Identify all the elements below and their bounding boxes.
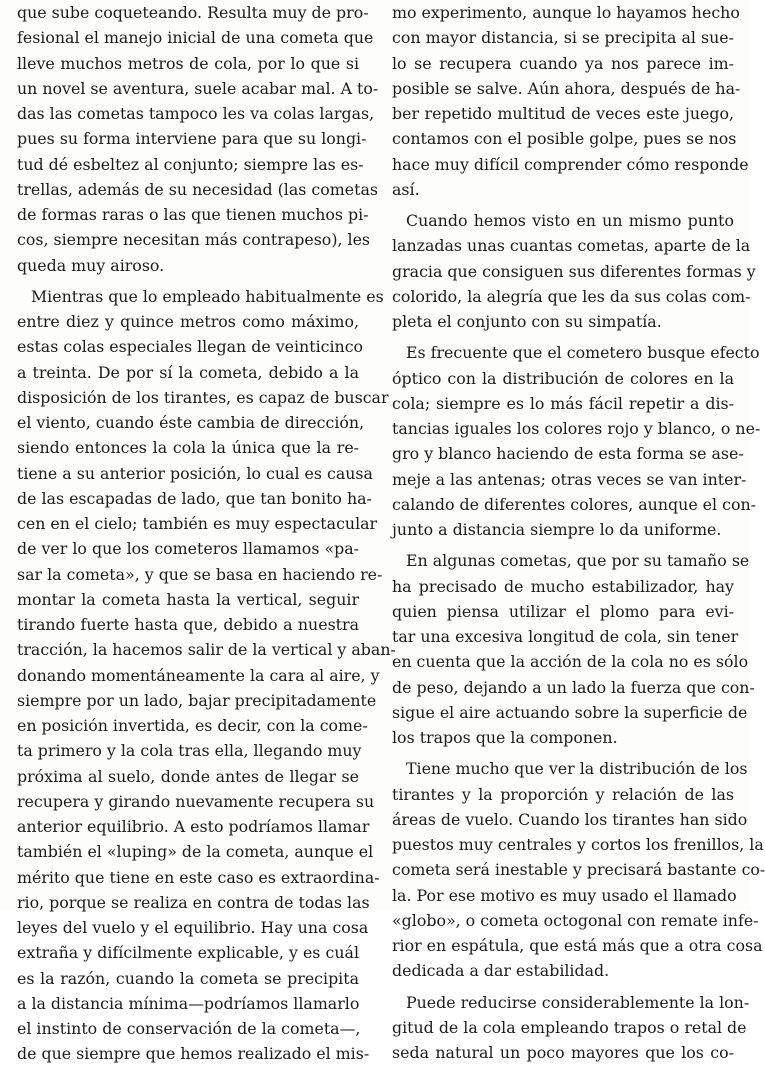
text-line: lanzadas unas cuantas cometas, aparte de la xyxy=(392,236,751,256)
text-line: Puede reducirse considerablemente la lon- xyxy=(406,992,750,1012)
text-line: posible se salve. Aún ahora, después de ha- xyxy=(392,78,741,98)
text-line: próxima al suelo, donde antes de llegar se xyxy=(17,766,359,786)
text-line: ber repetido multitud de veces este juego, xyxy=(392,104,734,123)
text-line: cometa será inestable y precisará bastante co- xyxy=(392,860,765,880)
text-line: meje a las antenas; otras veces se van inter- xyxy=(392,469,747,489)
text-line: estas colas especiales llegan de veinticinco xyxy=(17,337,364,357)
text-line: ta primero y la cola tras ella, llegando muy xyxy=(17,741,362,761)
text-line: de las escapadas de lado, que tan bonito ha- xyxy=(17,488,372,508)
text-line: de ver lo que los cometeros llamamos «pa- xyxy=(17,539,359,559)
text-line: mo experimento, aunque lo hayamos hecho xyxy=(392,3,740,22)
text-line: Es frecuente que el cometero busque efecto xyxy=(406,343,760,363)
left-column xyxy=(17,0,396,1067)
text-line: de que siempre que hemos realizado el mis- xyxy=(17,1044,370,1064)
text-line: fesional el manejo inicial de una cometa que xyxy=(17,28,374,48)
text-line: colorido, la alegría que les da sus colas com- xyxy=(392,286,751,306)
text-line: en posición invertida, es decir, con la come- xyxy=(17,716,368,735)
text-line: Cuando hemos visto en un mismo punto xyxy=(406,211,734,230)
text-line: cola; siempre es lo más fácil repetir a dis- xyxy=(392,393,734,413)
text-line: cen en el cielo; también es muy espectacular xyxy=(17,514,378,533)
text-line: a la distancia mínima—podríamos llamarlo xyxy=(17,993,360,1013)
text-line: así. xyxy=(392,179,420,199)
text-line: mérito que tiene en este caso es extraordina- xyxy=(17,867,380,887)
text-line: «globo», o cometa octogonal con remate infe- xyxy=(392,910,759,930)
text-line: de peso, dejando a un lado la fuerza que con- xyxy=(392,677,755,697)
text-line: también el «luping» de la cometa, aunque el xyxy=(17,842,374,862)
text-line: en cuenta que la acción de la cola no es sólo xyxy=(392,652,749,672)
text-line: anterior equilibrio. A esto podríamos llamar xyxy=(17,817,370,836)
text-line: tirantes y la proporción y relación de las xyxy=(392,784,734,804)
text-line: de formas raras o las que tienen muchos pi- xyxy=(17,205,369,224)
text-line: gro y blanco haciendo de esta forma se ase- xyxy=(392,444,744,464)
text-line: los trapos que la componen. xyxy=(392,728,618,747)
text-line: extraña y difícilmente explicable, y es cuál xyxy=(17,943,359,963)
text-line: siempre por un lado, bajar precipitadamente xyxy=(17,690,377,710)
text-line: sar la cometa», y que se basa en haciendo re- xyxy=(17,564,383,584)
text-line: puestos muy centrales y cortos los frenillos, la xyxy=(392,835,764,854)
text-line: lo se recupera cuando ya nos parece im- xyxy=(392,53,734,73)
text-line: la. Por ese motivo es muy usado el llamado xyxy=(392,885,737,905)
text-line: En algunas cometas, que por su tamaño se xyxy=(406,551,750,571)
text-line: montar la cometa hasta la vertical, seguir xyxy=(17,589,359,609)
text-line: tancias iguales los colores rojo y blanco, o ne- xyxy=(392,419,761,438)
text-line: sigue el aire actuando sobre la superficie de xyxy=(392,702,748,722)
text-line: gitud de la cola empleando trapos o retal de xyxy=(392,1017,747,1037)
text-line: trellas, además de su necesidad (las cometas xyxy=(17,179,378,199)
text-line: óptico con la distribución de colores en la xyxy=(392,368,734,388)
text-line: tracción, la hacemos salir de la vertical y aban- xyxy=(17,640,396,660)
text-line: cos, siempre necesitan más contrapeso), les xyxy=(17,230,371,250)
text-line: quien piensa utilizar el plomo para evi- xyxy=(392,601,734,621)
text-line: contamos con el posible golpe, pues se nos xyxy=(392,129,737,149)
text-line: Tiene mucho que ver la distribución de los xyxy=(406,759,748,779)
text-line: el viento, cuando éste cambia de dirección, xyxy=(17,413,365,432)
text-line: hace muy difícil comprender cómo responde xyxy=(392,154,749,174)
text-line: donando momentáneamente la cara al aire, y xyxy=(17,665,380,685)
text-line: ha precisado de mucho estabilizador, hay xyxy=(392,576,734,596)
text-line: pleta el conjunto con su simpatía. xyxy=(392,312,662,331)
text-line: seda natural un poco mayores que los co- xyxy=(392,1043,734,1062)
text-line: queda muy airoso. xyxy=(17,255,165,275)
text-line: áreas de vuelo. Cuando los tirantes han sido xyxy=(392,809,748,829)
text-line: tirando fuerte hasta que, debido a nuestra xyxy=(17,615,359,634)
text-line: pues su forma interviene para que su longi- xyxy=(17,129,367,149)
text-line: entre diez y quince metros como máximo, xyxy=(17,312,359,331)
text-line: con mayor distancia, si se precipita al sue- xyxy=(392,28,734,48)
text-line: junto a distancia siempre lo da uniforme. xyxy=(392,520,722,539)
text-line: calando de diferentes colores, aunque el con- xyxy=(392,494,756,514)
text-line: das las cometas tampoco les va colas largas, xyxy=(17,104,375,123)
text-line: gracia que consiguen sus diferentes formas y xyxy=(392,261,756,281)
text-line: un novel se aventura, suele acabar mal. A to- xyxy=(17,78,379,98)
right-column xyxy=(392,0,765,1065)
text-line: disposición de los tirantes, es capaz de buscar xyxy=(17,387,389,407)
text-line: rior en espátula, que está más que a otra cosa xyxy=(392,936,763,955)
text-line: tud dé esbeltez al conjunto; siempre las es- xyxy=(17,154,364,174)
text-line: a treinta. De por sí la cometa, debido a la xyxy=(17,362,359,382)
text-line: lleve muchos metros de cola, por lo que si xyxy=(17,53,359,73)
text-line: siendo entonces la cola la única que la re- xyxy=(17,438,359,458)
text-line: es la razón, cuando la cometa se precipita xyxy=(17,968,359,988)
text-line: recupera y girando nuevamente recupera su xyxy=(17,791,375,811)
text-line: tar una excesiva longitud de cola, sin tener xyxy=(392,627,739,646)
text-line: rio, porque se realiza en contra de todas las xyxy=(17,892,370,912)
text-line: que sube coqueteando. Resulta muy de pro- xyxy=(17,3,369,22)
text-line: dedicada a dar estabilidad. xyxy=(392,961,610,981)
text-line: el instinto de conservación de la cometa—, xyxy=(17,1019,361,1038)
text-line: Mientras que lo empleado habitualmente es xyxy=(31,286,384,306)
text-line: tiene a su anterior posición, lo cual es causa xyxy=(17,463,373,483)
text-line: leyes del vuelo y el equilibrio. Hay una cosa xyxy=(17,918,369,937)
